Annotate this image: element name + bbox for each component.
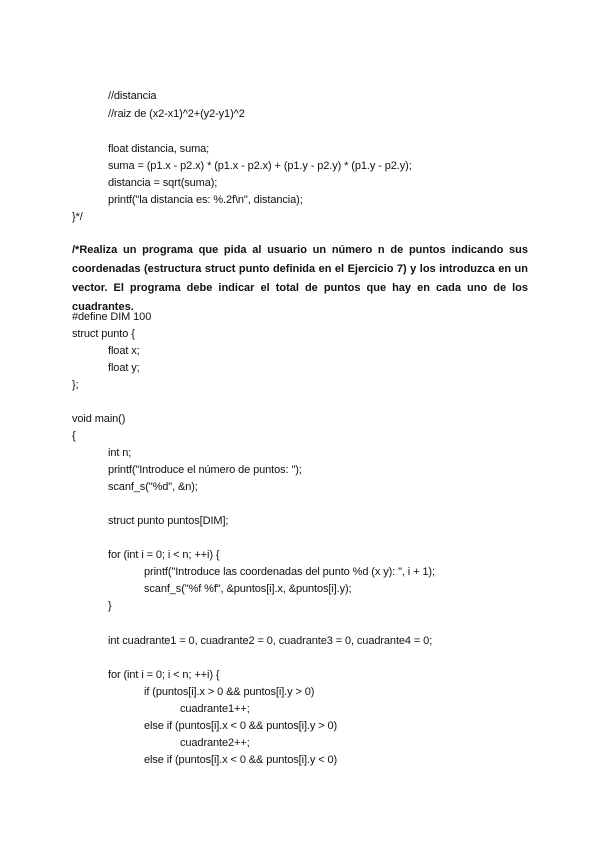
exercise-statement: /*Realiza un programa que pida al usuario un número n de puntos indicando sus coordenadas (estructura struct punto definida en el Ejercicio 7) y los introduzca en un vector. El programa debe indicar el total de puntos que hay en cada uno de los cuadrantes. bbox=[72, 244, 528, 313]
code-line: cuadrante1++; bbox=[180, 703, 250, 715]
code-line: scanf_s("%f %f", &puntos[i].x, &puntos[i].y); bbox=[144, 583, 352, 595]
code-line: //raiz de (x2-x1)^2+(y2-y1)^2 bbox=[108, 108, 245, 120]
code-line: float x; bbox=[108, 345, 140, 357]
code-line: struct punto { bbox=[72, 328, 135, 340]
code-line: int n; bbox=[108, 447, 132, 459]
code-line: }; bbox=[72, 379, 79, 391]
code-line: scanf_s("%d", &n); bbox=[108, 481, 198, 493]
code-line: else if (puntos[i].x < 0 && puntos[i].y < 0) bbox=[144, 754, 338, 766]
code-line: for (int i = 0; i < n; ++i) { bbox=[108, 669, 220, 681]
code-line: else if (puntos[i].x < 0 && puntos[i].y > 0) bbox=[144, 720, 338, 732]
code-line: printf("Introduce las coordenadas del punto %d (x y): ", i + 1); bbox=[144, 566, 435, 578]
code-line: { bbox=[72, 430, 76, 442]
code-line: distancia = sqrt(suma); bbox=[108, 177, 218, 189]
code-line: if (puntos[i].x > 0 && puntos[i].y > 0) bbox=[144, 686, 315, 698]
code-line: //distancia bbox=[108, 90, 157, 102]
code-line: for (int i = 0; i < n; ++i) { bbox=[108, 549, 220, 561]
code-line: float distancia, suma; bbox=[108, 143, 210, 155]
code-line: printf("Introduce el número de puntos: "); bbox=[108, 464, 302, 476]
code-line: #define DIM 100 bbox=[72, 311, 152, 323]
code-line: void main() bbox=[72, 413, 126, 425]
code-line: cuadrante2++; bbox=[180, 737, 250, 749]
code-line: } bbox=[108, 600, 112, 612]
code-line: float y; bbox=[108, 362, 140, 374]
code-line: printf("la distancia es: %.2f\n", distancia); bbox=[108, 194, 303, 206]
code-line: int cuadrante1 = 0, cuadrante2 = 0, cuadrante3 = 0, cuadrante4 = 0; bbox=[108, 635, 433, 647]
code-line: struct punto puntos[DIM]; bbox=[108, 515, 229, 527]
code-line: }*/ bbox=[72, 211, 83, 223]
code-line: suma = (p1.x - p2.x) * (p1.x - p2.x) + (p1.y - p2.y) * (p1.y - p2.y); bbox=[108, 160, 412, 172]
